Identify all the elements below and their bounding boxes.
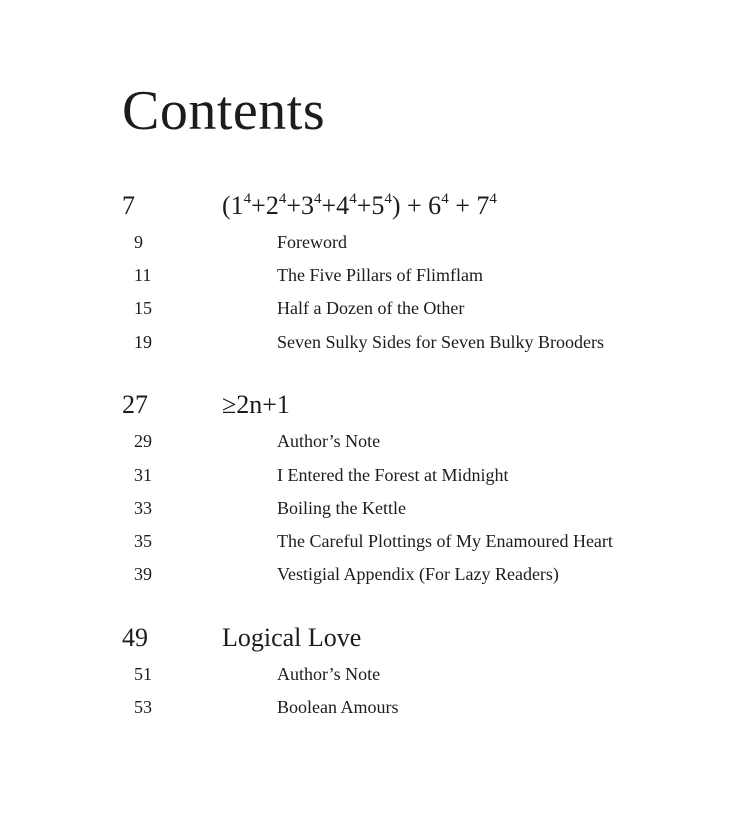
contents-heading: Contents: [122, 80, 326, 142]
toc-entry[interactable]: [0, 231, 735, 261]
title-segment: (1: [222, 191, 244, 220]
exponent: 4: [441, 191, 449, 207]
section-title: [222, 191, 497, 225]
toc-entry[interactable]: [0, 530, 735, 560]
toc-entry[interactable]: [0, 297, 735, 327]
title-segment: ) + 6: [391, 191, 442, 220]
entry-title: Vestigial Appendix (For Lazy Readers): [277, 564, 559, 584]
section-page-number: 7: [122, 191, 135, 220]
exponent: 4: [384, 191, 392, 207]
entry-page-number: 39: [134, 564, 152, 584]
entry-page-number: 31: [134, 465, 152, 485]
title-segment: +2: [251, 191, 279, 220]
entry-title: Boolean Amours: [277, 697, 399, 717]
title-segment: +4: [321, 191, 350, 220]
entry-page-number: 19: [134, 332, 152, 352]
entry-page-number: 33: [134, 498, 152, 518]
title-segment: + 7: [448, 191, 490, 220]
entry-title: I Entered the Forest at Midnight: [277, 465, 509, 485]
toc-section-header[interactable]: [0, 390, 735, 420]
toc-section-header[interactable]: [0, 191, 735, 221]
toc-entry[interactable]: [0, 464, 735, 494]
section-title: ≥2n+1: [222, 390, 290, 419]
title-segment: +5: [356, 191, 385, 220]
toc-section-header[interactable]: [0, 623, 735, 653]
entry-page-number: 29: [134, 431, 152, 451]
entry-page-number: 53: [134, 697, 152, 717]
section-page-number: 49: [122, 623, 148, 652]
exponent: 4: [349, 191, 357, 207]
entry-title: Seven Sulky Sides for Seven Bulky Brooders: [277, 332, 604, 352]
entry-title: Author’s Note: [277, 664, 381, 684]
entry-title: The Careful Plottings of My Enamoured Heart: [277, 531, 613, 551]
entry-page-number: 51: [134, 664, 152, 684]
toc-entry[interactable]: [0, 331, 735, 361]
toc-entry[interactable]: [0, 663, 735, 693]
entry-title: The Five Pillars of Flimflam: [277, 265, 483, 285]
entry-title: Author’s Note: [277, 431, 381, 451]
section-title: Logical Love: [222, 623, 362, 652]
entry-title: Foreword: [277, 232, 347, 252]
toc-entry[interactable]: [0, 497, 735, 527]
title-segment: +3: [286, 191, 315, 220]
toc-entry[interactable]: [0, 264, 735, 294]
toc-entry[interactable]: [0, 696, 735, 726]
toc-entry[interactable]: [0, 563, 735, 593]
exponent: 4: [278, 191, 287, 207]
exponent: 4: [314, 191, 322, 207]
entry-title: Half a Dozen of the Other: [277, 298, 465, 318]
entry-page-number: 15: [134, 298, 152, 318]
entry-title: Boiling the Kettle: [277, 498, 406, 518]
entry-page-number: 11: [134, 265, 152, 285]
toc-entry[interactable]: [0, 430, 735, 460]
entry-page-number: 35: [134, 531, 152, 551]
exponent: 4: [489, 191, 497, 207]
exponent: 4: [243, 191, 252, 207]
entry-page-number: 9: [134, 232, 143, 252]
section-page-number: 27: [122, 390, 148, 419]
